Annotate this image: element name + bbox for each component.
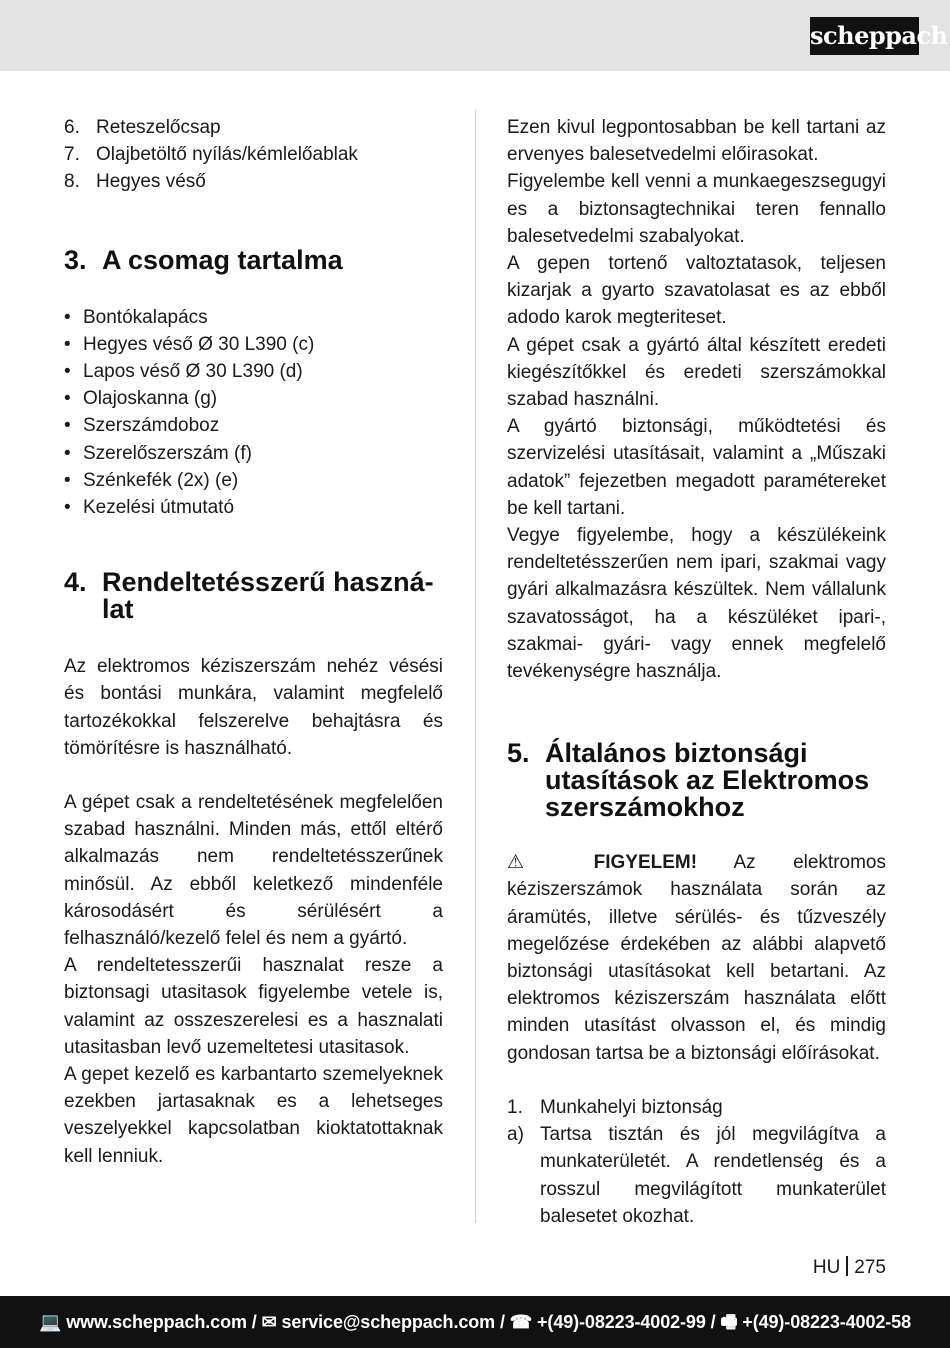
fax-icon: 🖷	[720, 1312, 738, 1332]
section-3-heading: 3. A csomag tartalma	[64, 244, 343, 275]
body-paragraph: Ezen kivul legpontosabban be kell tartani az ervenyes balesetvedelmi előirasokat.	[507, 117, 886, 166]
phone-number: +(49)-08223-4002-99	[537, 1312, 706, 1332]
header-band	[0, 0, 950, 71]
sub-section-heading: 1. Munkahelyi biztonság	[507, 1096, 723, 1118]
section-4-paragraph: Az elektromos kéziszerszám nehéz vésési és bontási munkára, valamint megfelelő tartozékokkal felszerelve behajtásra és tömörítésre is használható.	[64, 656, 443, 759]
body-paragraph: Figyelembe kell venni a munkaegeszsegugyi es a biztonsagtechnikai teren fennallo balesetvedelmi szabalyokat.	[507, 171, 886, 247]
contact-footer: 💻 www.scheppach.com / ✉ service@scheppach.com / ☎ +(49)-08223-4002-99 / 🖷 +(49)-08223-4002-58	[0, 1296, 950, 1348]
bullet-icon: •	[64, 469, 71, 491]
list-item: • Bontókalapács	[64, 304, 443, 331]
left-column	[64, 114, 443, 1170]
list-item: • Olajoskanna (g)	[64, 385, 443, 412]
list-item: • Hegyes véső Ø 30 L390 (c)	[64, 331, 443, 358]
body-paragraph: A gyártó biztonsági, működtetési és szervizelési utasításait, valamint a „Műszaki adatok” fejezetben megadott paramétereket be kell tartani.	[507, 416, 886, 519]
list-item: a) Tartsa tisztán és jól megvilágítva a munkaterületét. A rendetlenség és a rosszul megvilágított munkaterület balesetet okozhat.	[507, 1124, 886, 1227]
body-paragraph: Vegye figyelembe, hogy a készülékeink rendeltetésszerűen nem ipari, szakmai vagy gyári alkalmazásra készültek. Nem vállalunk szavatosságot, ha a készüléket ipari-, szakmai- gyári- vagy ennek megfelelő tevékenységre használja.	[507, 525, 886, 683]
bullet-icon: •	[64, 306, 71, 328]
list-item: 7. Olajbetöltő nyílás/kémlelőablak	[64, 144, 358, 166]
fax-number: +(49)-08223-4002-58	[742, 1312, 912, 1332]
package-contents-list	[64, 304, 443, 522]
column-divider	[475, 110, 476, 1223]
computer-icon: 💻	[38, 1312, 62, 1332]
email-link[interactable]: service@scheppach.com	[281, 1312, 496, 1332]
bullet-icon: •	[64, 497, 71, 519]
section-4-paragraph: A gepet kezelő es karbantarto szemelyeknek ezekben jartasaknak es a lehetseges veszelyekkel kapcsolatban kioktatottaknak kell lenniuk.	[64, 1064, 443, 1167]
warning-triangle-icon: ⚠	[507, 852, 557, 874]
scheppach-logo: scheppach	[810, 17, 919, 55]
phone-icon: ☎	[509, 1312, 533, 1332]
page-number-divider	[846, 1256, 848, 1276]
section-4-paragraph: A rendeltetesszerűi hasznalat resze a biztonsagi utasitasok figyelembe vetele is, valamint az osszeszerelesi es a hasznalati utasitasban levő uzemeltetesi utasitasok.	[64, 955, 443, 1058]
list-item: 8. Hegyes véső	[64, 171, 206, 193]
list-item: • Kezelési útmutató	[64, 494, 443, 521]
list-item: • Lapos véső Ø 30 L390 (d)	[64, 358, 443, 385]
section-5-heading: 5. Általános biztonsági utasítások az Elektromos szerszámokhoz	[507, 738, 870, 823]
warning-paragraph: ⚠ FIGYELEM! Az elektromos kéziszerszámok használata során az áramütés, illetve sérülés- és tűzveszély megelőzése érdekében az alábbi alapvető biztonsági utasításokat kell betartani. Az elektromos kéziszerszám használata előtt minden utasítást olvasson el, és mindig gondosan tartsa be a biztonsági előírásokat.	[507, 852, 886, 1064]
section-4-heading: 4. Rendeltetésszerű haszná- lat	[64, 567, 434, 625]
bullet-icon: •	[64, 361, 71, 383]
website-link[interactable]: www.scheppach.com	[66, 1312, 247, 1332]
list-item: • Szénkefék (2x) (e)	[64, 467, 443, 494]
body-paragraph: A gépet csak a gyártó által készített eredeti kiegészítőkkel és eredeti szerszámokkal szabad használni.	[507, 334, 886, 411]
list-item: • Szerelőszerszám (f)	[64, 440, 443, 467]
warning-label: FIGYELEM!	[593, 852, 698, 874]
list-item: 6. Reteszelőcsap	[64, 117, 221, 138]
parts-list	[64, 114, 443, 196]
body-paragraph: A gepen tortenő valtoztatasok, teljesen kizarjak a gyarto szavatolasat es az ebből adodo karok megteriteset.	[507, 253, 886, 329]
envelope-icon: ✉	[261, 1312, 277, 1332]
section-4-paragraph: A gépet csak a rendeltetésének megfelelően szabad használni. Minden más, ettől eltérő alkalmazás nem rendeltetésszerűnek minősül. Az ebből keletkező mindenféle károsodásért és sérülésért a felhasználó/kezelő felel és nem a gyártó.	[64, 792, 443, 950]
list-item: • Szerszámdoboz	[64, 412, 443, 439]
bullet-icon: •	[64, 442, 71, 464]
bullet-icon: •	[64, 333, 71, 355]
page-number: HU 275	[812, 1257, 886, 1278]
right-column	[507, 114, 886, 1230]
bullet-icon: •	[64, 415, 71, 437]
bullet-icon: •	[64, 388, 71, 410]
